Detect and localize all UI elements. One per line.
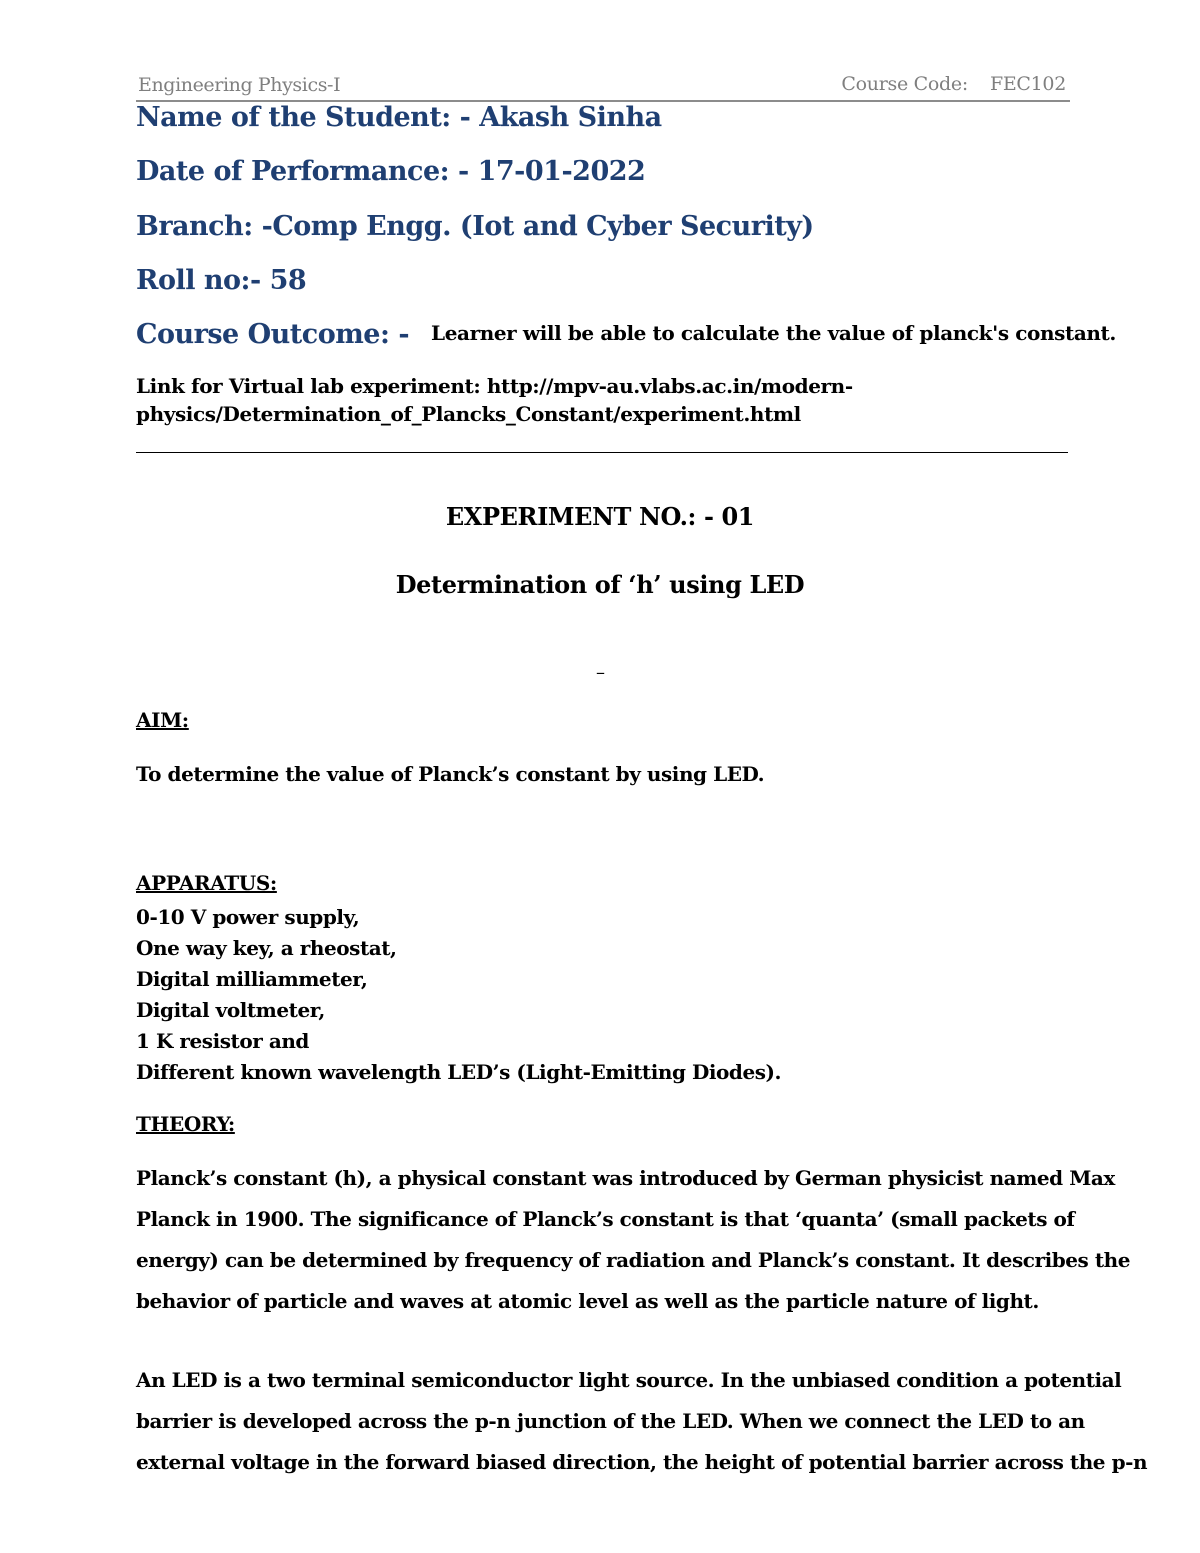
apparatus-item: Digital milliammeter, [136, 967, 368, 991]
experiment-number: EXPERIMENT NO.: - 01 [445, 502, 755, 531]
theory-line: An LED is a two terminal semiconductor light source. In the unbiased condition a potential [136, 1368, 1122, 1392]
branch: Branch: -Comp Engg. (Iot and Cyber Security) [136, 211, 814, 242]
theory-line: barrier is developed across the p-n junction of the LED. When we connect the LED to an [136, 1409, 1085, 1433]
apparatus-item: 0-10 V power supply, [136, 905, 360, 929]
theory-line: Planck’s constant (h), a physical constant was introduced by German physicist named Max [136, 1166, 1115, 1190]
theory-paragraph-2 [136, 1360, 1148, 1483]
horizontal-divider [136, 452, 1068, 453]
theory-paragraph-1 [136, 1158, 1131, 1322]
apparatus-list [136, 902, 781, 1088]
apparatus-item: 1 K resistor and [136, 1029, 309, 1053]
aim-heading: AIM: [136, 708, 189, 732]
apparatus-item: One way key, a rheostat, [136, 936, 397, 960]
link-line-2: physics/Determination_of_Plancks_Constant/experiment.html [136, 402, 801, 426]
date-of-performance: Date of Performance: - 17-01-2022 [136, 156, 646, 187]
theory-line: external voltage in the forward biased direction, the height of potential barrier across the p-n [136, 1450, 1148, 1474]
roll-number: Roll no:- 58 [136, 265, 307, 296]
link-line-1: Link for Virtual lab experiment: http://mpv-au.vlabs.ac.in/modern- [136, 374, 853, 398]
header-course-code [841, 73, 1066, 95]
separator-mark: – [596, 662, 605, 683]
student-name: Name of the Student: - Akash Sinha [136, 102, 662, 133]
virtual-lab-link[interactable] [136, 372, 1036, 428]
theory-line: Planck in 1900. The significance of Planck’s constant is that ‘quanta’ (small packets of [136, 1207, 1075, 1231]
theory-line: energy) can be determined by frequency of radiation and Planck’s constant. It describes the [136, 1248, 1131, 1272]
course-code-label: Course Code: [841, 73, 968, 95]
header-course-name: Engineering Physics-I [138, 74, 341, 96]
experiment-title: Determination of ‘h’ using LED [395, 570, 805, 599]
theory-line: behavior of particle and waves at atomic level as well as the particle nature of light. [136, 1289, 1039, 1313]
apparatus-heading: APPARATUS: [136, 871, 277, 895]
apparatus-item: Digital voltmeter, [136, 998, 325, 1022]
aim-text: To determine the value of Planck’s constant by using LED. [136, 762, 765, 786]
page-header [136, 72, 1070, 102]
course-outcome [136, 319, 1116, 350]
course-code-value: FEC102 [989, 73, 1066, 95]
course-outcome-label: Course Outcome: - [136, 319, 410, 350]
theory-heading: THEORY: [136, 1112, 235, 1136]
course-outcome-text: Learner will be able to calculate the value of planck's constant. [431, 321, 1116, 345]
apparatus-item: Different known wavelength LED’s (Light-Emitting Diodes). [136, 1060, 782, 1084]
